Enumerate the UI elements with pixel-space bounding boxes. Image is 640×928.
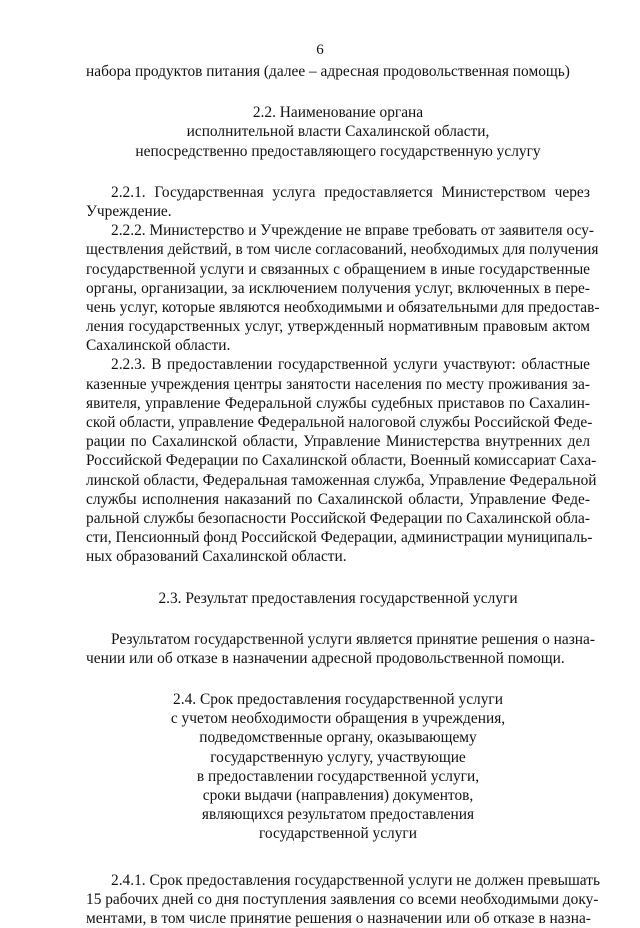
paragraph	[86, 62, 590, 81]
spacer	[86, 161, 590, 183]
section-heading	[86, 103, 590, 161]
heading-line: 2.4. Срок предоставления государственной услуги	[173, 691, 503, 709]
paragraph	[86, 871, 600, 928]
text-line: 2.4.1. Срок предоставления государственной услуги не должен превышать	[111, 871, 600, 889]
paragraph	[86, 630, 595, 668]
spacer	[86, 608, 590, 630]
heading-line: с учетом необходимости обращения в учреждения,	[170, 710, 506, 728]
spacer	[86, 844, 590, 871]
heading-line: сроки выдачи (направления) документов,	[202, 787, 474, 804]
page-number: 6	[316, 42, 324, 58]
text-line: казенные учреждения центры занятости населения по месту проживания за-	[86, 375, 590, 393]
text-line: сти, Пенсионный фонд Российской Федерации, администрации муниципаль-	[86, 529, 593, 547]
spacer	[86, 567, 590, 589]
text-line: 2.2.1. Государственная услуга предоставляется Министерством через	[111, 183, 590, 201]
text-line: 2.2.2. Министерство и Учреждение не вправе требовать от заявителя осу-	[111, 222, 595, 240]
section-heading	[86, 690, 590, 844]
heading-line: исполнительной власти Сахалинской области,	[186, 123, 490, 141]
text-line: ской области, управление Федеральной налоговой службы Российской Феде-	[86, 414, 593, 431]
text-line: линской области, Федеральная таможенная служба, Управление Федеральной	[86, 471, 597, 489]
text-line: рации по Сахалинской области, Управление Министерства внутренних дел	[86, 433, 590, 451]
text-line: ментами, в том числе принятие решения о назначении или об отказе в назна-	[86, 909, 591, 927]
text-line: ных образований Сахалинской области.	[86, 548, 347, 566]
text-line: Учреждение.	[86, 202, 172, 220]
heading-line: государственной услуги	[259, 825, 417, 843]
text-line: Сахалинской области.	[86, 337, 231, 355]
heading-line: непосредственно предоставляющего государственную услугу	[135, 142, 541, 160]
text-line: ления государственных услуг, утвержденный нормативным правовым актом	[86, 318, 590, 336]
paragraph	[86, 355, 597, 566]
document-body	[86, 62, 600, 928]
text-line: 15 рабочих дней со дня поступления заявления со всеми необходимыми доку-	[86, 890, 599, 908]
heading-line: являющихся результатом предоставления	[201, 806, 475, 824]
spacer	[86, 668, 590, 690]
paragraph	[86, 221, 600, 355]
text-line: чень услуг, которые являются необходимыми и обязательными для предостав-	[86, 298, 600, 316]
heading-line: 2.3. Результат предоставления государственной услуги	[158, 589, 518, 607]
heading-line: государственную услугу, участвующие	[210, 748, 466, 766]
heading-line: в предоставлении государственной услуги,	[196, 767, 480, 785]
spacer	[86, 81, 590, 103]
text-line: явителя, управление Федеральной службы судебных приставов по Сахалин-	[86, 394, 590, 412]
text-line: службы исполнения наказаний по Сахалинской области, Управление Феде-	[86, 490, 590, 508]
heading-line: 2.2. Наименование органа	[252, 104, 424, 122]
text-line: ществления действий, в том числе согласований, необходимых для получения	[86, 241, 599, 259]
text-line: государственной услуги и связанных с обращением в иные государственные	[86, 260, 590, 278]
text-line: Российской Федерации по Сахалинской области, Военный комиссариат Саха-	[86, 452, 597, 470]
text-line: ральной службы безопасности Российской Федерации по Сахалинской обла-	[86, 509, 590, 527]
section-heading	[86, 589, 590, 608]
text-line: 2.2.3. В предоставлении государственной услуги участвуют: областные	[111, 356, 590, 374]
text-line: набора продуктов питания (далее – адресная продовольственная помощь)	[86, 63, 570, 80]
text-line: чении или об отказе в назначении адресной продовольственной помощи.	[86, 649, 565, 667]
text-line: Результатом государственной услуги является принятие решения о назна-	[111, 630, 595, 648]
paragraph	[86, 183, 590, 221]
text-line: органы, организации, за исключением получения услуг, включенных в пере-	[86, 279, 590, 297]
heading-line: подведомственные органу, оказывающему	[199, 729, 477, 747]
